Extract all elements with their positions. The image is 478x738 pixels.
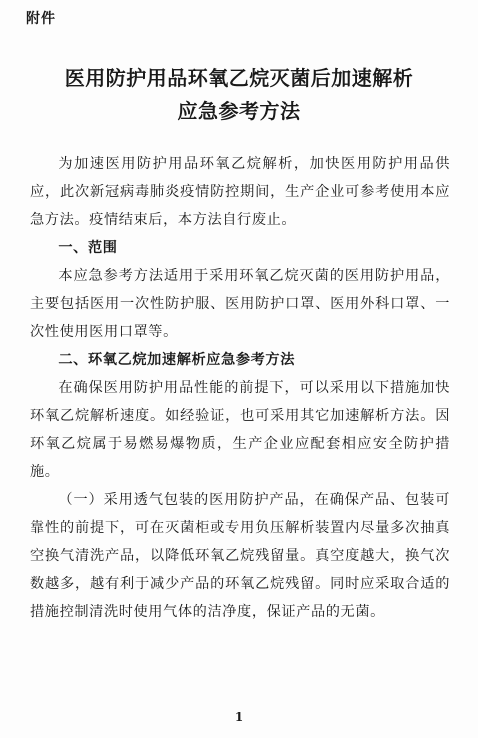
document-title-line-2: 应急参考方法 (177, 99, 301, 123)
intro-paragraph: 为加速医用防护用品环氧乙烷解析，加快医用防护用品供应，此次新冠病毒肺炎疫情防控期间，生产企业可参考使用本应急方法。疫情结束后，本方法自行废止。 (30, 156, 450, 228)
section-1-heading: 一、范围 (58, 240, 118, 256)
attachment-label: 附件 (26, 11, 56, 27)
section-1-paragraph: 本应急参考方法适用于采用环氧乙烷灭菌的医用防护用品，主要包括医用一次性防护服、医用防护口罩、医用外科口罩、一次性使用医用口罩等。 (30, 268, 450, 340)
item-1-paragraph: （一）采用透气包装的医用防护产品，在确保产品、包装可靠性的前提下，可在灭菌柜或专用负压解析装置内尽量多次抽真空换气清洗产品，以降低环氧乙烷残留量。真空度越大，换气次数越多，越有利于减少产品的环氧乙烷残留。同时应采取合适的措施控制清洗时使用气体的洁净度，保证产品的无菌。 (30, 492, 450, 620)
document-body (30, 150, 450, 626)
page-number: 1 (234, 710, 244, 724)
section-2-paragraph: 在确保医用防护用品性能的前提下，可以采用以下措施加快环氧乙烷解析速度。如经验证，也可采用其它加速解析方法。因环氧乙烷属于易燃易爆物质，生产企业应配套相应安全防护措施。 (30, 380, 450, 480)
section-2-heading: 二、环氧乙烷加速解析应急参考方法 (58, 352, 295, 368)
document-title-line-1: 医用防护用品环氧乙烷灭菌后加速解析 (64, 66, 414, 90)
